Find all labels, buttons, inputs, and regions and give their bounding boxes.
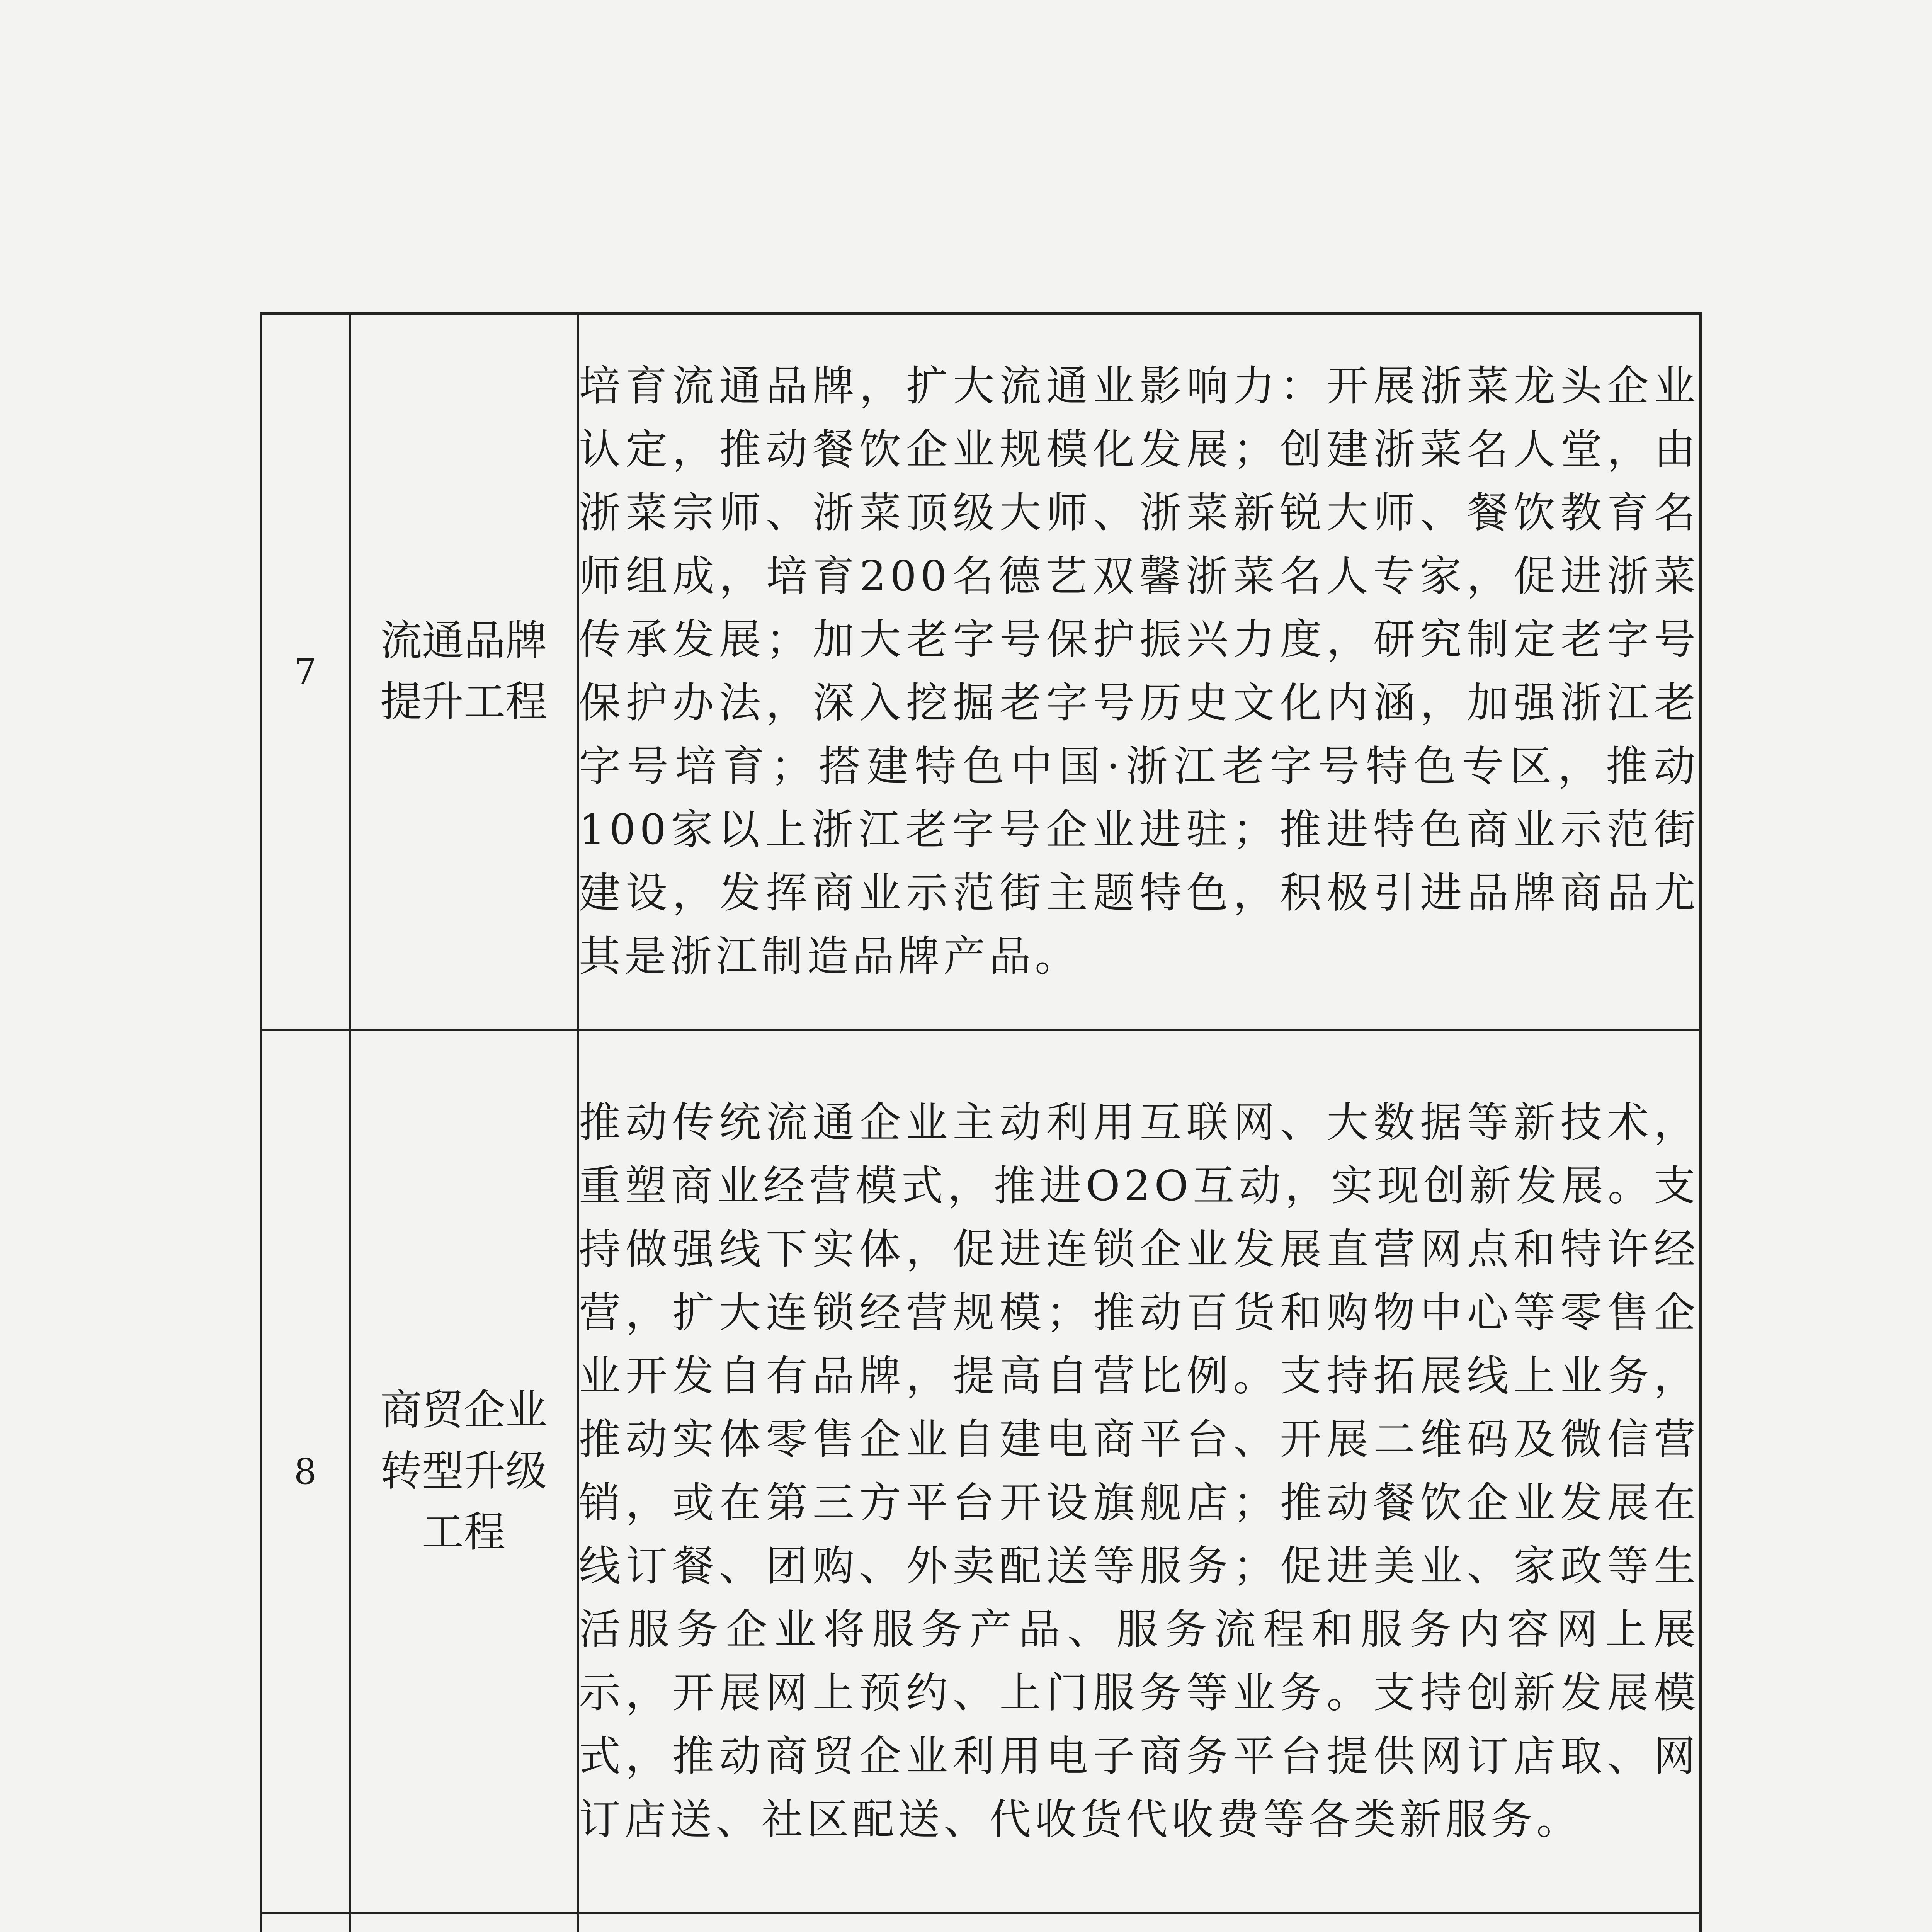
project-name-line: 流通品牌 xyxy=(380,617,547,665)
project-name xyxy=(350,313,578,1030)
table-row xyxy=(261,1030,1701,1913)
table-row xyxy=(261,313,1701,1030)
project-name-line: 提升工程 xyxy=(380,678,547,726)
project-name xyxy=(350,1913,578,1932)
table-row xyxy=(261,1913,1701,1932)
row-number xyxy=(261,1913,350,1932)
project-name-line: 商贸企业 xyxy=(380,1386,547,1434)
project-description xyxy=(578,1913,1701,1932)
project-name-line: 转型升级 xyxy=(380,1447,547,1495)
row-number: 8 xyxy=(261,1030,350,1913)
row-number: 7 xyxy=(261,313,350,1030)
project-name xyxy=(350,1030,578,1913)
project-description: 培育流通品牌，扩大流通业影响力：开展浙菜龙头企业认定，推动餐饮企业规模化发展；创建浙菜名人堂，由浙菜宗师、浙菜顶级大师、浙菜新锐大师、餐饮教育名师组成，培育200名德艺双馨浙菜名人专家，促进浙菜传承发展；加大老字号保护振兴力度，研究制定老字号保护办法，深入挖掘老字号历史文化内涵，加强浙江老字号培育；搭建特色中国·浙江老字号特色专区，推动100家以上浙江老字号企业进驻；推进特色商业示范街建设，发挥商业示范街主题特色，积极引进品牌商品尤其是浙江制造品牌产品。 xyxy=(578,313,1701,1030)
project-table xyxy=(260,312,1702,1932)
project-description: 推动传统流通企业主动利用互联网、大数据等新技术，重塑商业经营模式，推进O2O互动，实现创新发展。支持做强线下实体，促进连锁企业发展直营网点和特许经营，扩大连锁经营规模；推动百货和购物中心等零售企业开发自有品牌，提高自营比例。支持拓展线上业务，推动实体零售企业自建电商平台、开展二维码及微信营销，或在第三方平台开设旗舰店；推动餐饮企业发展在线订餐、团购、外卖配送等服务；促进美业、家政等生活服务企业将服务产品、服务流程和服务内容网上展示，开展网上预约、上门服务等业务。支持创新发展模式，推动商贸企业利用电子商务平台提供网订店取、网订店送、社区配送、代收货代收费等各类新服务。 xyxy=(578,1030,1701,1913)
project-name-line: 工程 xyxy=(422,1508,505,1556)
